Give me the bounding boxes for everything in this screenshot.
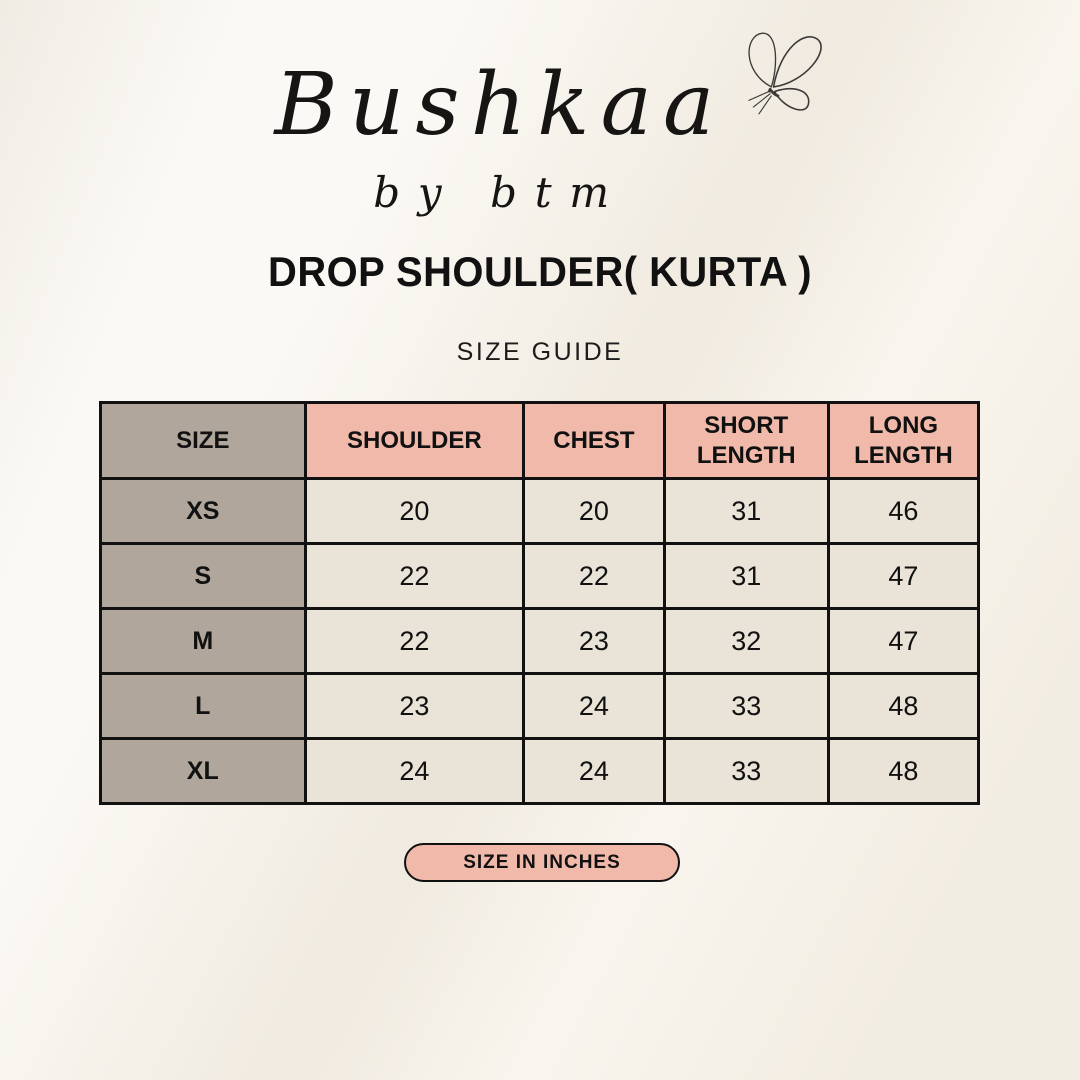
table-row-xl [101, 739, 979, 804]
size-label: XL [101, 739, 306, 804]
page-subtitle: SIZE GUIDE [456, 338, 624, 366]
long-length-value: 48 [828, 674, 978, 739]
chest-value: 20 [524, 479, 664, 544]
long-length-value: 47 [828, 544, 978, 609]
table-row-s [101, 544, 979, 609]
chest-value: 24 [524, 674, 664, 739]
shoulder-value: 23 [305, 674, 524, 739]
long-length-value: 47 [828, 609, 978, 674]
table-header-row [101, 403, 979, 479]
size-label: M [101, 609, 306, 674]
chest-value: 22 [524, 544, 664, 609]
short-length-value: 33 [664, 674, 828, 739]
size-label: S [101, 544, 306, 609]
table-row-l [101, 674, 979, 739]
brand-name: Bushkaa [274, 55, 726, 155]
page-title: DROP SHOULDER( KURTA ) [268, 248, 812, 295]
column-header-shoulder: SHOULDER [305, 403, 524, 479]
size-in-inches-badge: SIZE IN INCHES [404, 843, 680, 882]
long-length-value: 48 [828, 739, 978, 804]
table-row-m [101, 609, 979, 674]
shoulder-value: 22 [305, 544, 524, 609]
table-row-xs [101, 479, 979, 544]
column-header-size: SIZE [101, 403, 306, 479]
brand-tagline: by btm [373, 168, 627, 217]
short-length-value: 31 [664, 544, 828, 609]
size-guide-table [99, 401, 980, 805]
size-label: XS [101, 479, 306, 544]
size-label: L [101, 674, 306, 739]
short-length-value: 33 [664, 739, 828, 804]
column-header-long-length: LONG LENGTH [828, 403, 978, 479]
chest-value: 24 [524, 739, 664, 804]
shoulder-value: 24 [305, 739, 524, 804]
short-length-value: 31 [664, 479, 828, 544]
long-length-value: 46 [828, 479, 978, 544]
short-length-value: 32 [664, 609, 828, 674]
shoulder-value: 22 [305, 609, 524, 674]
chest-value: 23 [524, 609, 664, 674]
column-header-short-length: SHORT LENGTH [664, 403, 828, 479]
column-header-chest: CHEST [524, 403, 664, 479]
shoulder-value: 20 [305, 479, 524, 544]
